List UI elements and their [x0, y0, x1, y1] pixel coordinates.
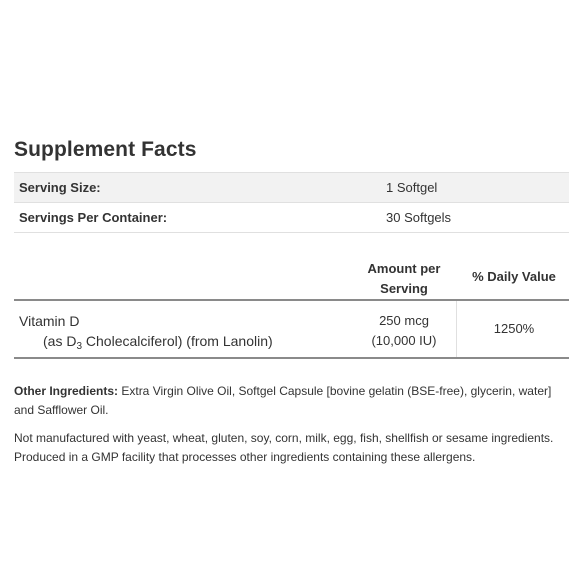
panel-title: Supplement Facts	[14, 138, 197, 161]
serving-info-table	[14, 172, 569, 233]
nutrient-name-cell	[19, 311, 273, 357]
amount-header-line2: Serving	[380, 281, 428, 296]
nutrient-amount-iu: (10,000 IU)	[371, 333, 437, 348]
servings-per-container-row	[14, 203, 569, 233]
amount-per-serving-header	[354, 259, 454, 299]
allergen-notice-line1: Not manufactured with yeast, wheat, gluten, soy, corn, milk, egg, fish, shellfish or sesame ingredients.	[14, 431, 554, 445]
other-ingredients-label: Other Ingredients:	[14, 384, 119, 398]
nutrient-source	[19, 331, 273, 357]
serving-size-row	[14, 172, 569, 203]
nutrient-name: Vitamin D	[19, 313, 80, 329]
nutrient-amount-mcg: 250 mcg	[379, 313, 429, 328]
nutrient-table-header	[14, 255, 569, 297]
nutrient-source-subscript: 3	[76, 341, 83, 352]
nutrient-row-vitamin-d	[14, 299, 569, 359]
serving-size-value: 1 Softgel	[386, 180, 438, 195]
nutrient-source-prefix: (as D	[43, 333, 77, 349]
serving-size-label: Serving Size:	[19, 180, 101, 195]
other-ingredients	[14, 382, 574, 420]
amount-header-line1: Amount per	[367, 261, 441, 276]
allergen-notice	[14, 429, 574, 467]
supplement-facts-panel	[14, 137, 569, 352]
daily-value-header: % Daily Value	[472, 269, 556, 284]
nutrient-daily-value: 1250%	[493, 321, 535, 336]
other-ingredients-text: Extra Virgin Olive Oil, Softgel Capsule [bovine gelatin (BSE-free), glycerin, water] and Safflower Oil.	[14, 384, 552, 417]
nutrient-amount-cell	[354, 311, 454, 351]
allergen-notice-line2: Produced in a GMP facility that processes other ingredients containing these allergens.	[14, 450, 476, 464]
servings-per-container-label: Servings Per Container:	[19, 210, 168, 225]
servings-per-container-value: 30 Softgels	[386, 210, 452, 225]
nutrient-source-suffix: Cholecalciferol) (from Lanolin)	[82, 333, 273, 349]
column-divider	[456, 301, 457, 357]
